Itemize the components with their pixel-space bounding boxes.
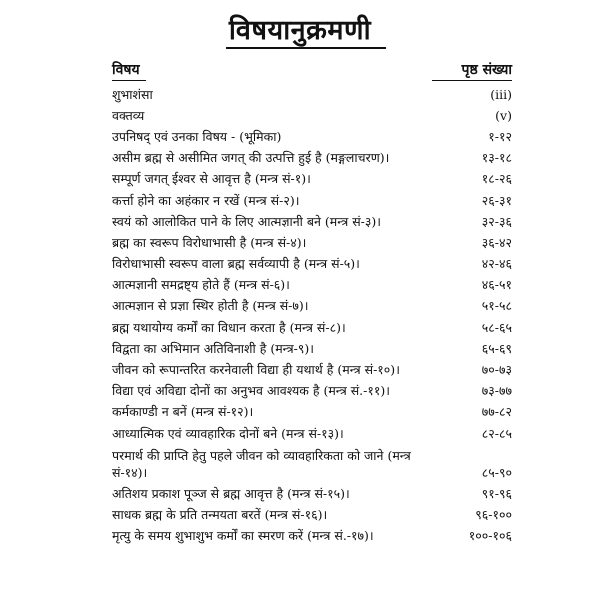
- contents-row: [112, 211, 512, 232]
- page-range: १८-२६: [481, 171, 512, 187]
- topic-text: असीम ब्रह्म से असीमित जगत् की उत्पत्ति हुई है (मङ्गलाचरण)।: [112, 150, 390, 166]
- page-range: (v): [495, 107, 512, 123]
- topic-text: साधक ब्रह्म के प्रति तन्मयता बरतें (मन्त्र सं-१६)।: [112, 507, 328, 523]
- page-range: ७०-७३: [481, 362, 512, 378]
- topic-text: उपनिषद् एवं उनका विषय - (भूमिका): [112, 128, 282, 144]
- contents-row: [112, 444, 512, 483]
- topic-text: कर्त्ता होने का अहंकार न रखें (मन्त्र सं-२)।: [112, 192, 300, 208]
- contents-row: [112, 402, 512, 423]
- topic-text: विद्वता का अभिमान अतिविनाशी है (मन्त्र-९)।: [112, 340, 314, 356]
- page-range: ५१-५८: [481, 298, 512, 314]
- contents-row: [112, 126, 512, 147]
- header-topic-underline: [112, 80, 146, 81]
- page-range: ९६-१००: [475, 507, 512, 523]
- topic-text: आध्यात्मिक एवं व्यावहारिक दोनों बने (मन्त्र सं-१३)।: [112, 425, 344, 441]
- page-range: १००-१०६: [468, 528, 512, 544]
- page-range: ७७-८२: [481, 404, 512, 420]
- contents-row: [112, 483, 512, 504]
- topic-text: आत्मज्ञान से प्रज्ञा स्थिर होती है (मन्त्र सं-७)।: [112, 298, 309, 314]
- topic-text: शुभाशंसा: [112, 86, 153, 102]
- topic-text: ब्रह्म यथायोग्य कर्मों का विधान करता है (मन्त्र सं-८)।: [112, 319, 346, 335]
- page-range: १-१२: [488, 128, 512, 144]
- header-page-underline: [432, 80, 512, 81]
- title-underline: [226, 47, 386, 49]
- topic-text: आत्मज्ञानी समद्रष्ट्य होते हैं (मन्त्र सं-६)।: [112, 277, 290, 293]
- header-page-number: पृष्ठ संख्या: [461, 62, 512, 78]
- page-title: विषयानुक्रमणी: [228, 15, 372, 46]
- contents-list: [112, 84, 512, 547]
- topic-text: वक्तव्य: [112, 107, 145, 123]
- topic-text: स्वयं को आलोकित पाने के लिए आत्मज्ञानी बने (मन्त्र सं-३)।: [112, 213, 381, 229]
- topic-text: परमार्थ की प्राप्ति हेतु पहले जीवन को व्यावहारिकता को जाने (मन्त्र सं-१४)।: [112, 447, 411, 480]
- contents-row: [112, 169, 512, 190]
- topic-text: ब्रह्म का स्वरूप विरोधाभासी है (मन्त्र सं-४)।: [112, 234, 307, 250]
- contents-row: [112, 148, 512, 169]
- page-range: ७३-७७: [481, 383, 512, 399]
- contents-row: [112, 190, 512, 211]
- page-range: ३६-४२: [481, 234, 512, 250]
- page-range: (iii): [490, 86, 512, 102]
- contents-row: [112, 105, 512, 126]
- topic-text: जीवन को रूपान्तरित करनेवाली विद्या ही यथार्थ है (मन्त्र सं-१०)।: [112, 362, 400, 378]
- page-range: ४६-५१: [481, 277, 512, 293]
- page-range: ९१-९६: [481, 485, 512, 501]
- contents-row: [112, 317, 512, 338]
- contents-row: [112, 526, 512, 547]
- page-range: १३-१८: [481, 150, 512, 166]
- page-range: २६-३१: [481, 192, 512, 208]
- contents-row: [112, 359, 512, 380]
- page-range: ३२-३६: [481, 213, 512, 229]
- page-range: ५८-६५: [481, 319, 512, 335]
- topic-text: मृत्यु के समय शुभाशुभ कर्मों का स्मरण करें (मन्त्र सं.-१७)।: [112, 528, 374, 544]
- topic-text: विद्या एवं अविद्या दोनों का अनुभव आवश्यक है (मन्त्र सं.-११)।: [112, 383, 390, 399]
- contents-row: [112, 232, 512, 253]
- contents-row: [112, 84, 512, 105]
- contents-row: [112, 296, 512, 317]
- page-range: ८२-८५: [481, 425, 512, 441]
- contents-row: [112, 423, 512, 444]
- contents-row: [112, 505, 512, 526]
- page-range: ६५-६९: [481, 340, 512, 356]
- topic-text: विरोधाभासी स्वरूप वाला ब्रह्म सर्वव्यापी है (मन्त्र सं-५)।: [112, 256, 360, 272]
- topic-text: सम्पूर्ण जगत् ईश्वर से आवृत्त है (मन्त्र सं-१)।: [112, 171, 311, 187]
- contents-row: [112, 381, 512, 402]
- contents-row: [112, 275, 512, 296]
- contents-row: [112, 338, 512, 359]
- contents-row: [112, 254, 512, 275]
- topic-text: कर्मकाण्डी न बनें (मन्त्र सं-१२)।: [112, 404, 254, 420]
- header-topic: विषय: [112, 62, 140, 78]
- topic-text: अतिशय प्रकाश पूञ्ज से ब्रह्म आवृत्त है (मन्त्र सं-१५)।: [112, 485, 350, 501]
- page-range: ४२-४६: [481, 256, 512, 272]
- page-range: ८५-९०: [481, 464, 512, 480]
